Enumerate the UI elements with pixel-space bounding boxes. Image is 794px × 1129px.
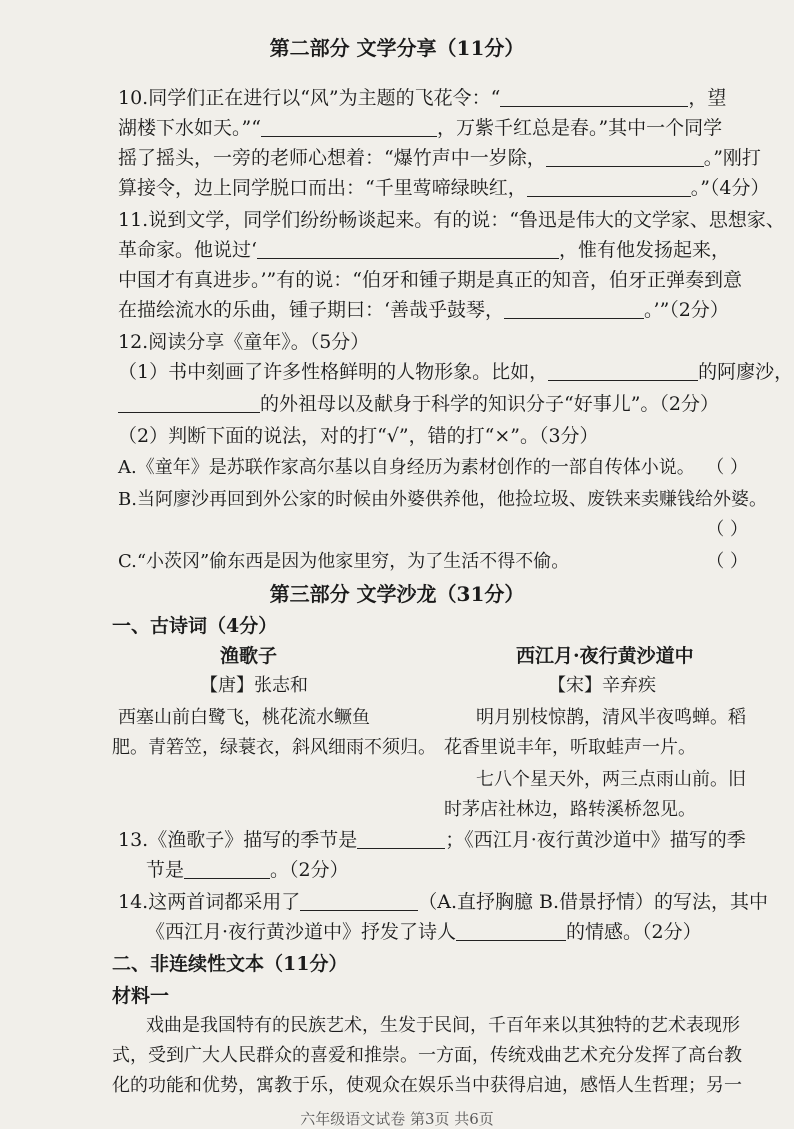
poem2-line3: 七八个星天外，两三点雨山前。旧	[476, 769, 746, 790]
part2-title: 第二部分 文学分享（11分）	[269, 36, 525, 60]
q10-line2	[118, 114, 758, 142]
poem1-author: 【唐】张志和	[200, 675, 308, 696]
answer-paren[interactable]: （ ）	[706, 519, 748, 540]
statement-a	[118, 454, 758, 482]
q12-line3	[118, 390, 758, 418]
q14-line2	[146, 918, 746, 946]
section-ancient-poetry: 一、古诗词（4分）	[112, 615, 278, 637]
answer-blank[interactable]	[357, 828, 445, 849]
q14-text: 的情感。（2分）	[566, 921, 702, 943]
statement-text: C.“小茨冈”偷东西是因为他家里穷，为了生活不得不偷。	[118, 551, 570, 572]
answer-paren[interactable]: （ ）	[706, 551, 748, 572]
material-1-para-line3: 化的功能和优势，寓教于乐，使观众在娱乐当中获得启迪，感悟人生哲理；另一	[112, 1075, 742, 1096]
q11-text: 在描绘流水的乐曲，锺子期曰：‘善哉乎鼓琴，	[118, 299, 505, 321]
q10-text: 。”刚打	[703, 147, 761, 169]
q11-text: 革命家。他说过‘	[118, 239, 258, 261]
q14-text: 《西江月·夜行黄沙道中》抒发了诗人	[146, 921, 457, 943]
material-1-para-line1: 戏曲是我国特有的民族艺术，生发于民间，千百年来以其独特的艺术表现形	[146, 1015, 740, 1036]
poem2-line4: 时茅店社林边，路转溪桥忽见。	[444, 799, 696, 820]
poem2-title: 西江月·夜行黄沙道中	[516, 645, 694, 667]
q13-line1	[118, 826, 758, 854]
q11-line4	[118, 296, 758, 324]
poem2-line2: 花香里说丰年，听取蛙声一片。	[444, 737, 696, 758]
part3-title: 第三部分 文学沙龙（31分）	[269, 582, 525, 606]
answer-blank[interactable]	[500, 86, 688, 107]
q14-text: （A.直抒胸臆 B.借景抒情）的写法，其中	[418, 891, 769, 913]
poem1-line1: 西塞山前白鹭飞，桃花流水鳜鱼	[118, 707, 370, 728]
q12-line1: 12.阅读分享《童年》。（5分）	[118, 331, 370, 353]
q10-text: ，望	[688, 87, 727, 109]
q13-text: 节是	[146, 859, 185, 881]
q13-text: 13.《渔歌子》描写的季节是	[118, 829, 358, 851]
q10-line1	[118, 84, 758, 112]
q10-text: 算接令，边上同学脱口而出：“千里莺啼绿映红，	[118, 177, 527, 199]
answer-blank[interactable]	[118, 392, 260, 413]
q11-line2	[118, 236, 758, 264]
answer-blank[interactable]	[548, 360, 698, 381]
q10-text: 。”（4分）	[690, 177, 770, 199]
q10-line3	[118, 144, 761, 172]
page-footer: 六年级语文试卷 第3页 共6页	[300, 1110, 494, 1128]
answer-blank[interactable]	[456, 920, 566, 941]
q11-line3: 中国才有真进步。’”有的说：“伯牙和锺子期是真正的知音，伯牙正弹奏到意	[118, 269, 742, 291]
poem2-line1: 明月别枝惊鹊，清风半夜鸣蝉。稻	[476, 707, 746, 728]
q10-text: 10.同学们正在进行以“风”为主题的飞花令：“	[118, 87, 501, 109]
q12-line2	[118, 358, 794, 386]
q11-line1: 11.说到文学，同学们纷纷畅谈起来。有的说：“鲁迅是伟大的文学家、思想家、	[118, 209, 785, 231]
answer-blank[interactable]	[184, 858, 270, 879]
q12-line4: （2）判断下面的说法，对的打“√”，错的打“×”。（3分）	[118, 425, 599, 447]
q12-text: （1）书中刻画了许多性格鲜明的人物形象。比如，	[118, 361, 549, 383]
q12-text: 的阿廖沙，	[698, 361, 794, 383]
q12-text: 的外祖母以及献身于科学的知识分子“好事儿”。（2分）	[260, 393, 720, 415]
material-1-para-line2: 式，受到广大人民群众的喜爱和推崇。一方面，传统戏曲艺术充分发挥了高台教	[112, 1045, 742, 1066]
q13-text: ；《西江月·夜行黄沙道中》描写的季	[445, 829, 746, 851]
q13-text: 。（2分）	[270, 859, 349, 881]
answer-blank[interactable]	[504, 298, 644, 319]
q10-line4	[118, 174, 770, 202]
poem1-line2: 肥。青箬笠，绿蓑衣，斜风细雨不须归。	[112, 737, 436, 758]
answer-blank[interactable]	[300, 890, 418, 911]
answer-blank[interactable]	[257, 238, 559, 259]
material-1-heading: 材料一	[112, 985, 170, 1007]
q10-text: 湖楼下水如天。”“	[118, 117, 261, 139]
q11-text: ，惟有他发扬起来，	[559, 239, 731, 261]
q14-line1	[118, 888, 769, 916]
q10-text: ，万紫千红总是春。”其中一个同学	[436, 117, 723, 139]
poem2-author: 【宋】辛弃疾	[548, 675, 656, 696]
q10-text: 摇了摇头，一旁的老师心想着：“爆竹声中一岁除，	[118, 147, 546, 169]
q11-text: 。’”（2分）	[644, 299, 729, 321]
answer-blank[interactable]	[527, 176, 691, 197]
answer-blank[interactable]	[546, 146, 704, 167]
answer-blank[interactable]	[261, 116, 437, 137]
answer-paren[interactable]: （ ）	[706, 457, 748, 478]
q14-text: 14.这两首词都采用了	[118, 891, 301, 913]
poem1-title: 渔歌子	[220, 645, 278, 667]
section-nonlinear-text: 二、非连续性文本（11分）	[112, 953, 348, 975]
statement-text: A.《童年》是苏联作家高尔基以自身经历为素材创作的一部自传体小说。	[118, 457, 695, 478]
statement-c	[118, 548, 758, 576]
statement-b: B.当阿廖沙再回到外公家的时候由外婆供养他，他捡垃圾、废铁来卖赚钱给外婆。	[118, 489, 767, 510]
q13-line2	[146, 856, 746, 884]
